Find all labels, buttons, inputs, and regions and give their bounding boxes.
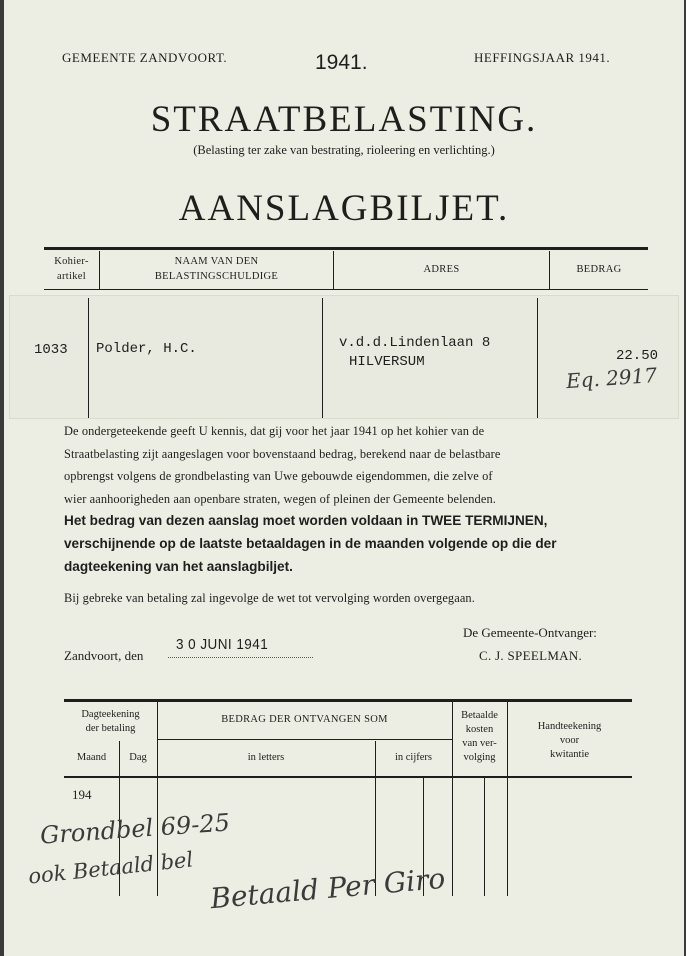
in-figures-header: in cijfers — [394, 752, 433, 763]
place-label: Zandvoort, den — [64, 648, 144, 663]
amount-received-header: BEDRAG DER ONTVANGEN SOM — [221, 714, 388, 725]
column-header-kohier: Kohier- artikel — [54, 256, 89, 282]
amount-value: 22.50 — [616, 348, 659, 364]
address-line-2: HILVERSUM — [349, 354, 425, 370]
column-header-bedrag: BEDRAG — [576, 264, 622, 275]
amount-subheader-rule — [157, 739, 452, 740]
payment-terms-bold: Het bedrag van dezen aanslag moet worden voldaan in TWEE TERMIJNEN, verschijnende op de laatste betaaldagen in de maanden volgende op die der dagteekening van het aanslagbiljet. — [64, 513, 557, 574]
address-line-1: v.d.d.Lindenlaan 8 — [339, 335, 491, 351]
document-title: STRAATBELASTING. — [150, 99, 538, 140]
table-header-rule — [44, 289, 648, 290]
municipality-label: GEMEENTE ZANDVOORT. — [62, 50, 228, 65]
in-letters-header: in letters — [247, 752, 285, 763]
document-subtitle: (Belasting ter zake van bestrating, rioleering en verlichting.) — [193, 143, 495, 157]
label-column-divider — [88, 298, 89, 418]
day-header: Dag — [129, 752, 147, 763]
payment-table-header-rule — [64, 776, 632, 778]
handwritten-note-1: Grondbel 69-25 — [39, 808, 231, 850]
document-type-heading: AANSLAGBILJET. — [178, 188, 510, 229]
payment-column-divider — [484, 778, 485, 896]
enforcement-notice: Bij gebreke van betaling zal ingevolge de wet tot vervolging worden overgegaan. — [64, 591, 475, 605]
levy-year-label: HEFFINGSJAAR 1941. — [474, 50, 611, 65]
date-dotted-line — [168, 657, 313, 658]
kohier-article-number: 1033 — [34, 342, 68, 358]
handwritten-signature: Betaald Per Giro — [209, 861, 447, 916]
handwritten-note-2: ook Betaald bel — [27, 847, 195, 889]
collection-costs-header: Betaalde kosten van ver- volging — [461, 710, 498, 763]
column-header-naam: NAAM VAN DEN BELASTINGSCHULDIGE — [154, 256, 279, 282]
label-column-divider — [537, 298, 538, 418]
payment-date-header: Dagteekening der betaling — [81, 709, 140, 734]
date-stamp: 3 0 JUNI 1941 — [176, 636, 269, 653]
payment-table-top-rule — [64, 699, 632, 702]
year-heading: 1941. — [315, 51, 368, 74]
column-header-adres: ADRES — [423, 264, 460, 275]
pasted-address-label — [10, 296, 678, 418]
taxpayer-name: Polder, H.C. — [96, 341, 197, 357]
receiver-name: C. J. SPEELMAN. — [479, 648, 583, 663]
handwritten-reference: Eq. 2917 — [565, 362, 658, 394]
receipt-signature-header: Handteekening voor kwitantie — [537, 721, 602, 760]
receiver-title: De Gemeente-Ontvanger: — [463, 625, 597, 640]
notice-paragraph: De ondergeteekende geeft U kennis, dat gij voor het jaar 1941 op het kohier van de Straatbelasting zijt aangeslagen voor bovenstaand bedrag, berekend naar de belastbare opbrengst volgens de grondbelasting van Uwe gebouwde eigendommen, die zelve of wier aanhoorigheden aan openbare straten, wegen of pleinen der Gemeente belenden. — [64, 424, 501, 506]
year-prefix: 194 — [72, 787, 92, 802]
tax-assessment-document — [4, 0, 684, 956]
label-column-divider — [322, 298, 323, 418]
month-header: Maand — [76, 752, 107, 763]
table-top-rule — [44, 247, 648, 250]
